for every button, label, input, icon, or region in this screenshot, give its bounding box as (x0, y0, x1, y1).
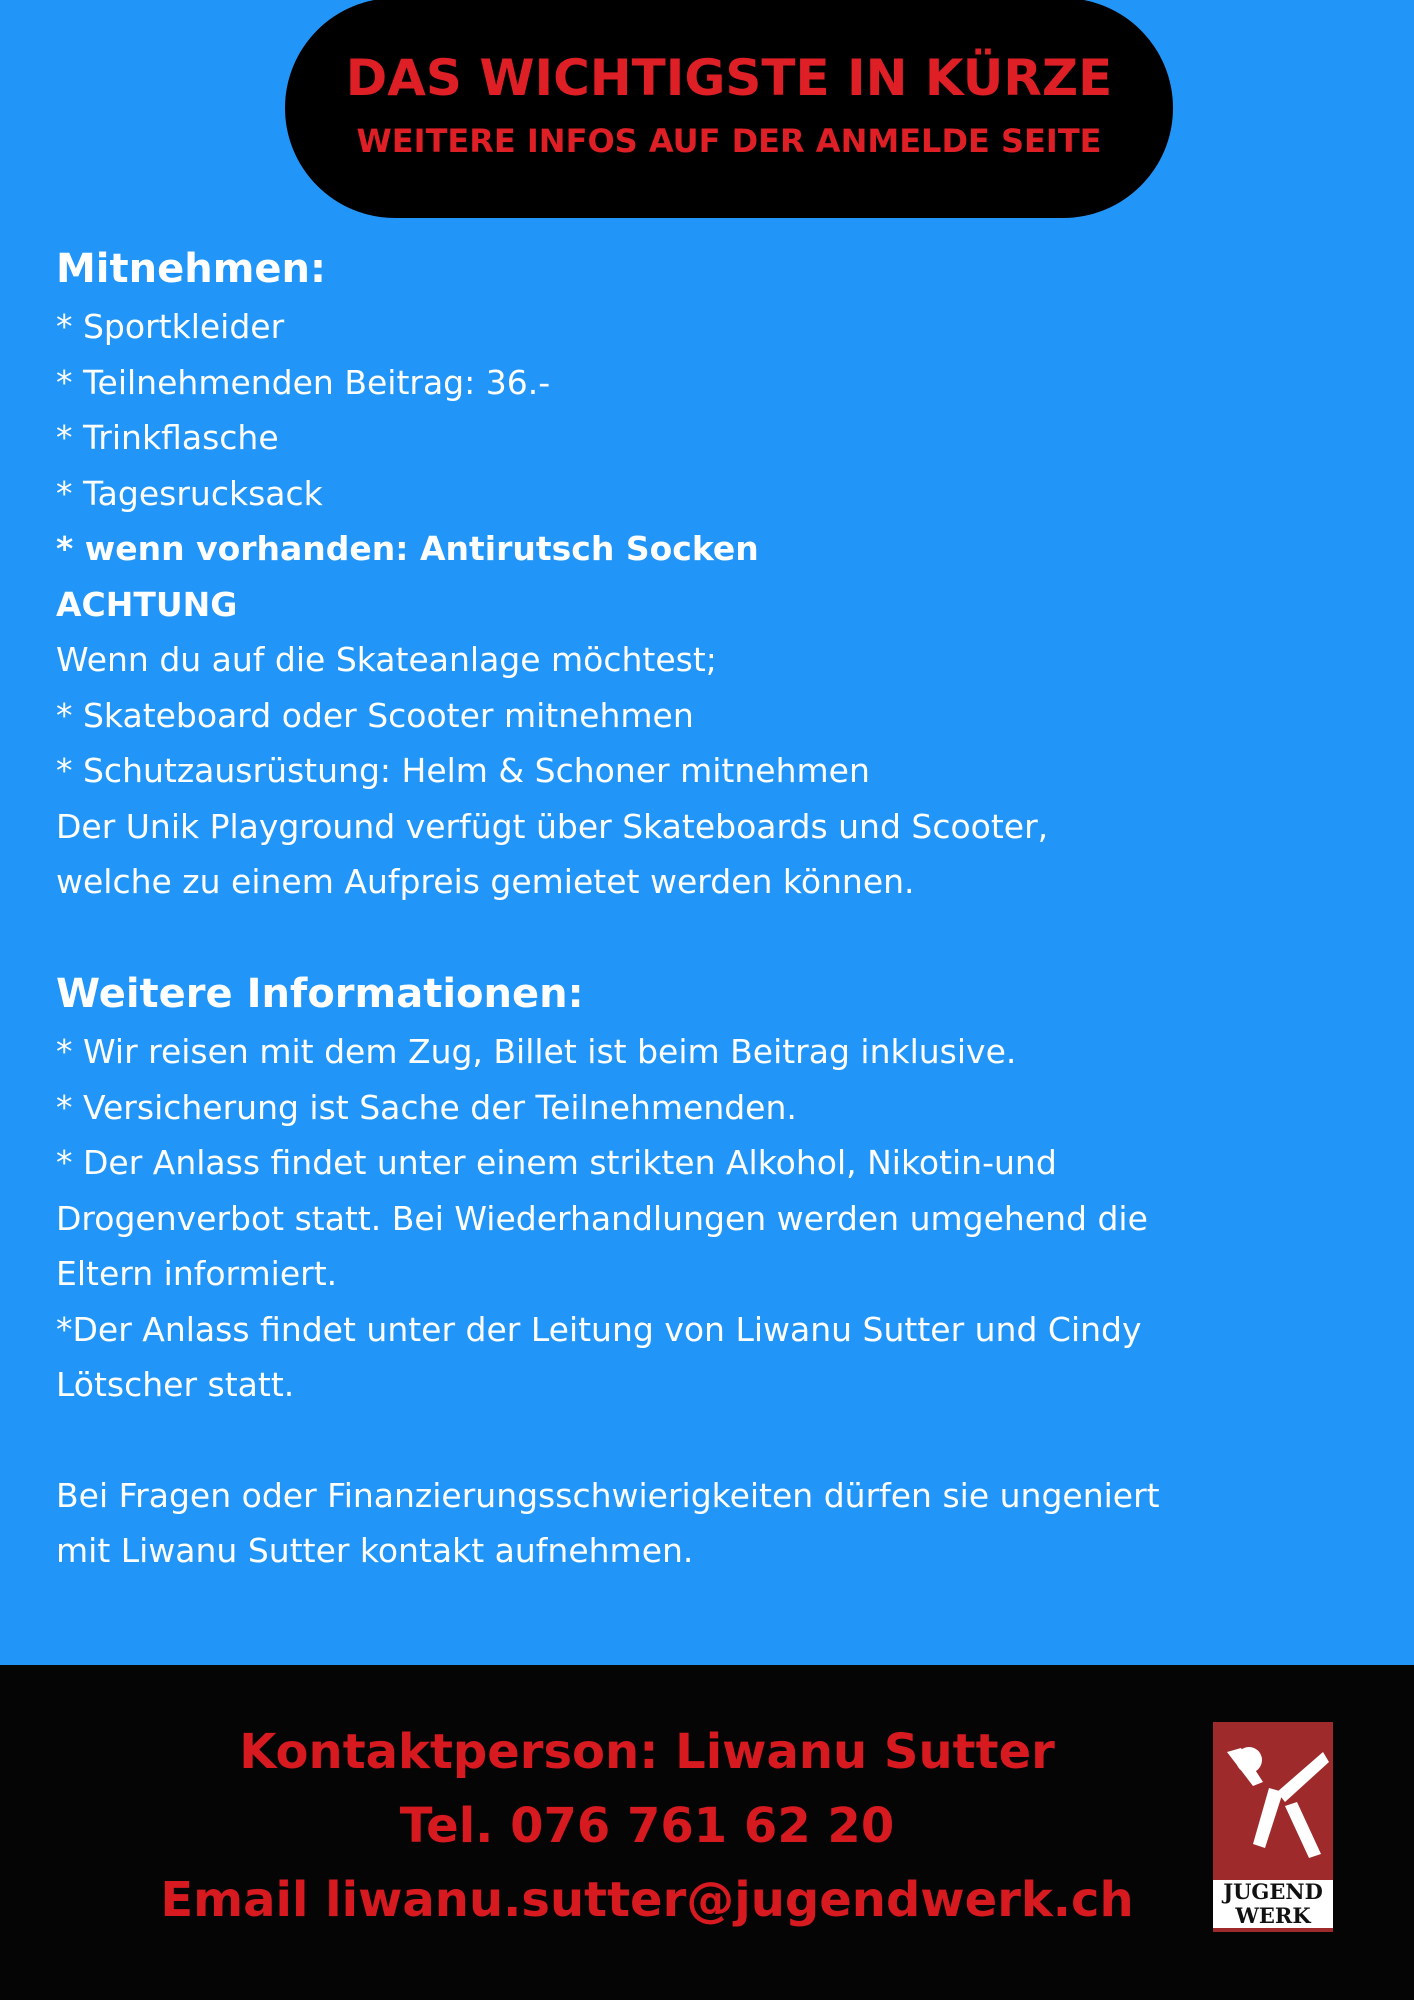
jugendwerk-figure-logo-icon (1213, 1722, 1333, 1872)
header-subtitle: WEITERE INFOS AUF DER ANMELDE SEITE (356, 122, 1102, 160)
info-line: Eltern informiert. (56, 1254, 338, 1293)
logo-text-werk: WERK (1213, 1904, 1333, 1928)
achtung-line: * Skateboard oder Scooter mitnehmen (56, 695, 694, 735)
mitnehmen-heading: Mitnehmen: (56, 246, 326, 292)
achtung-line: * Schutzausrüstung: Helm & Schoner mitnehmen (56, 751, 870, 790)
info-line: Drogenverbot statt. Bei Wiederhandlungen werden umgehend die (56, 1198, 1148, 1238)
weitere-section (56, 968, 1396, 1579)
fragen-line: mit Liwanu Sutter kontakt aufnehmen. (56, 1531, 694, 1570)
header-banner (285, 0, 1173, 218)
info-line: *Der Anlass findet unter der Leitung von Liwanu Sutter und Cindy (56, 1309, 1142, 1349)
info-line: * Der Anlass findet unter einem strikten Alkohol, Nikotin-und (56, 1143, 1057, 1182)
contact-phone: Tel. 076 761 62 20 (399, 1798, 895, 1854)
logo-text-jugend: JUGEND (1213, 1880, 1333, 1904)
achtung-line: welche zu einem Aufpreis gemietet werden können. (56, 862, 915, 901)
achtung-heading: ACHTUNG (56, 584, 238, 624)
spacer (56, 1413, 1396, 1468)
contact-person: Kontaktperson: Liwanu Sutter (239, 1724, 1055, 1780)
achtung-line: Wenn du auf die Skateanlage möchtest; (56, 640, 717, 679)
jugendwerk-logo (1213, 1722, 1333, 1932)
contact-email: Email liwanu.sutter@jugendwerk.ch (160, 1872, 1134, 1928)
header-title: DAS WICHTIGSTE IN KÜRZE (345, 49, 1113, 107)
list-item-socken: * wenn vorhanden: Antirutsch Socken (56, 529, 759, 568)
fragen-line: Bei Fragen oder Finanzierungsschwierigkeiten dürfen sie ungeniert (56, 1475, 1160, 1515)
list-item: * Tagesrucksack (56, 473, 323, 513)
weitere-heading: Weitere Informationen: (56, 971, 584, 1017)
mitnehmen-section (56, 243, 1396, 910)
achtung-line: Der Unik Playground verfügt über Skateboards und Scooter, (56, 806, 1049, 846)
list-item: * Sportkleider (56, 307, 285, 346)
list-item: * Trinkflasche (56, 418, 279, 457)
info-line: * Versicherung ist Sache der Teilnehmenden. (56, 1087, 797, 1127)
contact-footer (0, 1665, 1414, 2000)
info-line: Lötscher statt. (56, 1365, 295, 1404)
list-item: * Teilnehmenden Beitrag: 36.- (56, 362, 551, 402)
info-line: * Wir reisen mit dem Zug, Billet ist beim Beitrag inklusive. (56, 1032, 1017, 1071)
